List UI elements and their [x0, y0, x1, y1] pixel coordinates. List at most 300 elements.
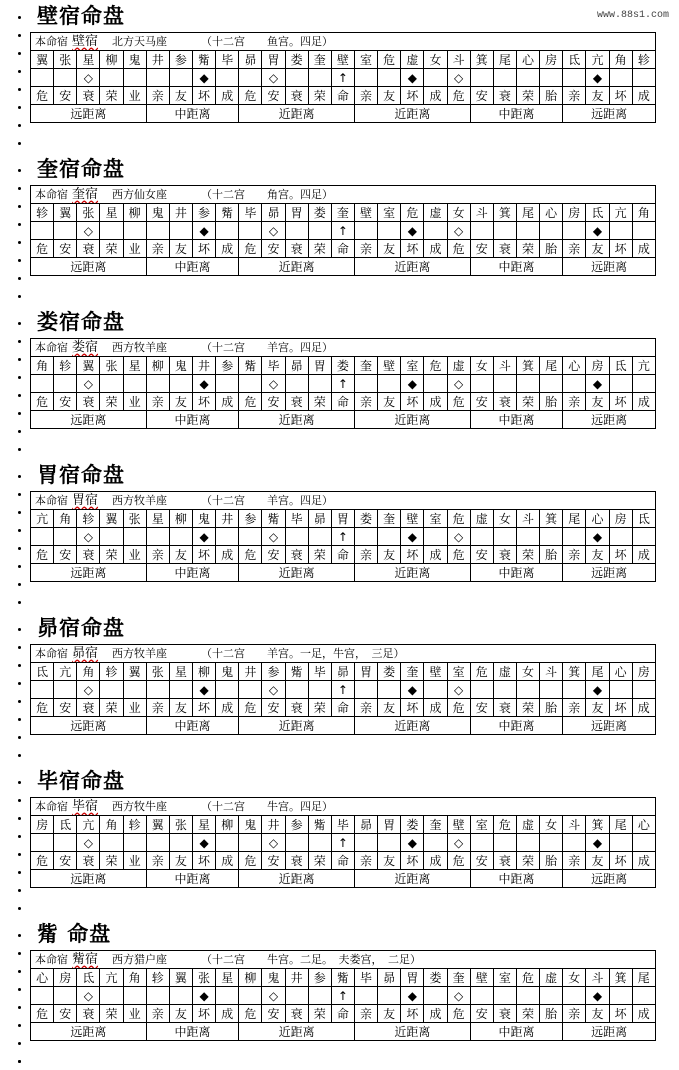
relation-cell: 成 — [216, 546, 239, 564]
star-cell: 觜 — [239, 357, 262, 375]
star-cell: 角 — [100, 816, 123, 834]
star-cell: 箕 — [493, 204, 516, 222]
rel-row — [31, 699, 656, 717]
relation-cell: 成 — [216, 699, 239, 717]
mark-cell: ◆ — [586, 834, 609, 852]
mansion-table — [30, 797, 656, 888]
mark-cell: ◆ — [192, 987, 215, 1005]
relation-cell: 危 — [239, 699, 262, 717]
star-cell: 心 — [540, 204, 563, 222]
star-cell: 亢 — [54, 663, 77, 681]
mark-cell: ◇ — [262, 681, 285, 699]
bullet-point — [18, 205, 21, 208]
relation-cell: 安 — [470, 393, 493, 411]
star-cell: 奎 — [378, 510, 401, 528]
star-cell: 室 — [424, 510, 447, 528]
bullet-point — [18, 1042, 21, 1045]
info-mansion: 毕宿 — [72, 798, 99, 814]
relation-cell: 成 — [216, 87, 239, 105]
distance-cell: 近距离 — [354, 258, 470, 276]
mark-cell: ◇ — [447, 222, 470, 240]
relation-cell: 危 — [447, 852, 470, 870]
marks-row — [31, 222, 656, 240]
relation-cell: 胎 — [540, 240, 563, 258]
bullet-point — [18, 736, 21, 739]
relation-cell: 友 — [169, 240, 192, 258]
star-cell: 井 — [216, 510, 239, 528]
relation-cell: 衰 — [493, 393, 516, 411]
distance-cell: 中距离 — [470, 105, 563, 123]
stars-row — [31, 663, 656, 681]
distance-cell: 近距离 — [239, 717, 355, 735]
distance-cell: 中距离 — [146, 258, 239, 276]
marks-row — [31, 987, 656, 1005]
mark-cell: ◇ — [447, 987, 470, 1005]
relation-cell: 坏 — [192, 699, 215, 717]
relation-cell: 危 — [239, 1005, 262, 1023]
relation-cell: 危 — [31, 852, 54, 870]
mansion-table — [30, 32, 656, 123]
mark-cell — [516, 834, 539, 852]
mark-cell — [239, 528, 262, 546]
mark-cell — [100, 528, 123, 546]
star-cell: 奎 — [331, 204, 354, 222]
mark-cell — [493, 222, 516, 240]
star-cell: 毕 — [262, 357, 285, 375]
star-cell: 氐 — [77, 969, 100, 987]
distance-cell: 近距离 — [239, 411, 355, 429]
mark-cell — [239, 375, 262, 393]
bullet-point — [18, 16, 21, 19]
relation-cell: 成 — [216, 393, 239, 411]
star-cell: 角 — [632, 204, 655, 222]
relation-cell: 业 — [123, 1005, 146, 1023]
distance-row — [31, 411, 656, 429]
relation-cell: 荣 — [308, 546, 331, 564]
relation-cell: 安 — [54, 852, 77, 870]
star-cell: 危 — [516, 969, 539, 987]
star-cell: 室 — [493, 969, 516, 987]
mark-cell — [100, 987, 123, 1005]
star-cell: 壁 — [470, 969, 493, 987]
info-mansion: 壁宿 — [72, 33, 99, 49]
section-title: 昴宿命盘 — [37, 616, 125, 640]
mark-cell — [169, 681, 192, 699]
star-cell: 心 — [516, 51, 539, 69]
star-cell: 斗 — [563, 816, 586, 834]
star-cell: 心 — [609, 663, 632, 681]
relation-cell: 业 — [123, 240, 146, 258]
star-cell: 亢 — [31, 510, 54, 528]
relation-cell: 友 — [169, 393, 192, 411]
relation-cell: 衰 — [285, 699, 308, 717]
star-cell: 轸 — [146, 969, 169, 987]
mark-cell — [470, 375, 493, 393]
relation-cell: 荣 — [516, 240, 539, 258]
star-cell: 娄 — [285, 51, 308, 69]
mark-cell: ◆ — [586, 375, 609, 393]
mark-cell — [31, 987, 54, 1005]
relation-cell: 成 — [632, 546, 655, 564]
star-cell: 壁 — [401, 510, 424, 528]
star-cell: 张 — [169, 816, 192, 834]
bullet-point — [18, 988, 21, 991]
mark-cell: ◆ — [192, 528, 215, 546]
star-cell: 房 — [609, 510, 632, 528]
relation-cell: 亲 — [354, 87, 377, 105]
mark-cell — [516, 375, 539, 393]
relation-cell: 业 — [123, 699, 146, 717]
mark-cell: ◆ — [192, 834, 215, 852]
mark-cell — [493, 987, 516, 1005]
bullet-point — [18, 934, 21, 937]
relation-cell: 亲 — [563, 546, 586, 564]
mark-cell — [378, 987, 401, 1005]
distance-cell: 近距离 — [239, 564, 355, 582]
mark-cell — [146, 987, 169, 1005]
mark-cell — [540, 69, 563, 87]
mark-cell — [424, 834, 447, 852]
relation-cell: 衰 — [77, 393, 100, 411]
stars-row — [31, 969, 656, 987]
distance-cell: 远距离 — [563, 870, 656, 888]
star-cell: 室 — [447, 663, 470, 681]
mark-cell — [609, 834, 632, 852]
relation-cell: 危 — [239, 87, 262, 105]
star-cell: 女 — [563, 969, 586, 987]
bullet-point — [18, 817, 21, 820]
relation-cell: 胎 — [540, 852, 563, 870]
relation-cell: 荣 — [308, 87, 331, 105]
distance-cell: 远距离 — [31, 411, 147, 429]
mark-cell: ◆ — [586, 681, 609, 699]
bullet-point — [18, 70, 21, 73]
star-cell: 轸 — [632, 51, 655, 69]
mark-cell — [308, 222, 331, 240]
mark-cell — [146, 681, 169, 699]
mark-cell — [609, 375, 632, 393]
mark-cell — [424, 681, 447, 699]
relation-cell: 危 — [447, 1005, 470, 1023]
relation-cell: 亲 — [354, 393, 377, 411]
relation-cell: 荣 — [516, 699, 539, 717]
relation-cell: 友 — [586, 240, 609, 258]
mark-cell — [146, 375, 169, 393]
bullet-point — [18, 142, 21, 145]
mark-cell — [123, 987, 146, 1005]
mark-cell — [308, 69, 331, 87]
mark-cell — [239, 681, 262, 699]
distance-cell: 远距离 — [31, 258, 147, 276]
relation-cell: 安 — [54, 393, 77, 411]
star-cell: 翼 — [54, 204, 77, 222]
star-cell: 危 — [447, 510, 470, 528]
relation-cell: 安 — [262, 852, 285, 870]
relation-cell: 业 — [123, 852, 146, 870]
mark-cell: ◆ — [401, 987, 424, 1005]
star-cell: 心 — [31, 969, 54, 987]
star-cell: 尾 — [563, 510, 586, 528]
star-cell: 昴 — [262, 204, 285, 222]
mark-cell — [285, 222, 308, 240]
relation-cell: 友 — [586, 699, 609, 717]
star-cell: 虚 — [424, 204, 447, 222]
mark-cell — [354, 987, 377, 1005]
marks-row — [31, 69, 656, 87]
relation-cell: 安 — [470, 852, 493, 870]
distance-cell: 中距离 — [470, 564, 563, 582]
star-cell: 井 — [262, 816, 285, 834]
star-cell: 井 — [285, 969, 308, 987]
stars-row — [31, 204, 656, 222]
bullet-point — [18, 511, 21, 514]
mark-cell — [609, 528, 632, 546]
relation-cell: 荣 — [516, 393, 539, 411]
info-prefix: 本命宿 — [35, 340, 68, 354]
info-mansion: 奎宿 — [72, 186, 99, 202]
star-cell: 井 — [192, 357, 215, 375]
mark-cell — [54, 987, 77, 1005]
star-cell: 虚 — [516, 816, 539, 834]
mark-cell — [493, 681, 516, 699]
relation-cell: 坏 — [192, 546, 215, 564]
star-cell: 觜 — [285, 663, 308, 681]
distance-cell: 近距离 — [354, 564, 470, 582]
star-cell: 娄 — [401, 816, 424, 834]
mark-cell — [308, 834, 331, 852]
distance-cell: 近距离 — [354, 717, 470, 735]
bullet-point — [18, 88, 21, 91]
mark-cell: ◆ — [401, 222, 424, 240]
mark-cell — [540, 681, 563, 699]
star-cell: 尾 — [586, 663, 609, 681]
mark-cell: ◆ — [401, 681, 424, 699]
distance-cell: 近距离 — [354, 411, 470, 429]
mark-cell — [169, 834, 192, 852]
mark-cell — [100, 681, 123, 699]
bullet-point — [18, 106, 21, 109]
relation-cell: 安 — [262, 393, 285, 411]
mark-cell — [354, 528, 377, 546]
star-cell: 胃 — [262, 51, 285, 69]
bullet-point — [18, 664, 21, 667]
relation-cell: 成 — [216, 852, 239, 870]
relation-cell: 坏 — [609, 1005, 632, 1023]
star-cell: 斗 — [586, 969, 609, 987]
relation-cell: 命 — [331, 699, 354, 717]
star-cell: 壁 — [354, 204, 377, 222]
mark-cell: ↑ — [331, 69, 354, 87]
relation-cell: 安 — [54, 87, 77, 105]
relation-cell: 衰 — [493, 1005, 516, 1023]
star-cell: 参 — [169, 51, 192, 69]
relation-cell: 命 — [331, 393, 354, 411]
distance-cell: 远距离 — [31, 717, 147, 735]
relation-cell: 友 — [169, 1005, 192, 1023]
mark-cell — [216, 222, 239, 240]
info-palace: （十二宫 牛宫。二足。 夫娄宫， 二足） — [201, 952, 422, 966]
info-constellation: 北方天马座 — [112, 34, 168, 48]
star-cell: 虚 — [540, 969, 563, 987]
star-cell: 房 — [54, 969, 77, 987]
bullet-point — [18, 493, 21, 496]
relation-cell: 友 — [378, 393, 401, 411]
star-cell: 房 — [586, 357, 609, 375]
distance-cell: 中距离 — [470, 717, 563, 735]
star-cell: 箕 — [516, 357, 539, 375]
mark-cell — [354, 681, 377, 699]
star-cell: 壁 — [424, 663, 447, 681]
rel-row — [31, 1005, 656, 1023]
relation-cell: 业 — [123, 546, 146, 564]
relation-cell: 坏 — [401, 87, 424, 105]
mark-cell — [540, 375, 563, 393]
relation-cell: 坏 — [609, 699, 632, 717]
mark-cell: ↑ — [331, 222, 354, 240]
relation-cell: 亲 — [354, 240, 377, 258]
rel-row — [31, 546, 656, 564]
mark-cell — [169, 222, 192, 240]
relation-cell: 安 — [470, 240, 493, 258]
star-cell: 轸 — [77, 510, 100, 528]
relation-cell: 友 — [378, 87, 401, 105]
mansion-table — [30, 950, 656, 1041]
star-cell: 鬼 — [239, 816, 262, 834]
mark-cell: ◆ — [401, 528, 424, 546]
star-cell: 柳 — [239, 969, 262, 987]
bullet-point — [18, 682, 21, 685]
star-cell: 氐 — [586, 204, 609, 222]
relation-cell: 亲 — [146, 852, 169, 870]
distance-cell: 中距离 — [146, 564, 239, 582]
relation-cell: 亲 — [354, 699, 377, 717]
relation-cell: 命 — [331, 240, 354, 258]
star-cell: 参 — [216, 357, 239, 375]
distance-cell: 中距离 — [470, 870, 563, 888]
star-cell: 女 — [447, 204, 470, 222]
relation-cell: 亲 — [563, 87, 586, 105]
distance-cell: 远距离 — [31, 105, 147, 123]
relation-cell: 成 — [632, 393, 655, 411]
bullet-point — [18, 781, 21, 784]
mark-cell — [100, 222, 123, 240]
mark-cell — [470, 222, 493, 240]
relation-cell: 友 — [378, 852, 401, 870]
info-prefix: 本命宿 — [35, 493, 68, 507]
star-cell: 斗 — [447, 51, 470, 69]
mark-cell — [123, 375, 146, 393]
relation-cell: 坏 — [609, 87, 632, 105]
mark-cell — [100, 834, 123, 852]
relation-cell: 亲 — [563, 699, 586, 717]
distance-cell: 远距离 — [563, 105, 656, 123]
info-constellation: 西方牧羊座 — [112, 646, 168, 660]
relation-cell: 安 — [470, 87, 493, 105]
bullet-point — [18, 871, 21, 874]
star-cell: 星 — [123, 357, 146, 375]
star-cell: 娄 — [378, 663, 401, 681]
info-row — [31, 33, 656, 51]
relation-cell: 衰 — [493, 87, 516, 105]
mark-cell — [216, 69, 239, 87]
mark-cell — [563, 987, 586, 1005]
star-cell: 壁 — [378, 357, 401, 375]
star-cell: 觜 — [216, 204, 239, 222]
mark-cell — [54, 528, 77, 546]
bullet-point — [18, 565, 21, 568]
mark-cell — [54, 681, 77, 699]
mark-cell — [31, 222, 54, 240]
relation-cell: 成 — [424, 240, 447, 258]
star-cell: 觜 — [192, 51, 215, 69]
mark-cell — [609, 69, 632, 87]
relation-cell: 成 — [632, 1005, 655, 1023]
star-cell: 亢 — [100, 969, 123, 987]
mark-cell — [540, 987, 563, 1005]
relation-cell: 荣 — [100, 240, 123, 258]
distance-cell: 近距离 — [354, 870, 470, 888]
relation-cell: 成 — [424, 87, 447, 105]
section-title: 觜 命盘 — [37, 922, 112, 946]
distance-cell: 远距离 — [563, 564, 656, 582]
mark-cell — [563, 681, 586, 699]
star-cell: 张 — [123, 510, 146, 528]
mark-cell — [424, 222, 447, 240]
star-cell: 氐 — [609, 357, 632, 375]
mark-cell — [378, 834, 401, 852]
relation-cell: 亲 — [146, 87, 169, 105]
mark-cell — [216, 681, 239, 699]
star-cell: 奎 — [354, 357, 377, 375]
star-cell: 女 — [470, 357, 493, 375]
mark-cell — [100, 69, 123, 87]
relation-cell: 荣 — [516, 852, 539, 870]
info-palace: （十二宫 牛宫。四足） — [201, 799, 334, 813]
star-cell: 角 — [609, 51, 632, 69]
relation-cell: 安 — [262, 546, 285, 564]
relation-cell: 衰 — [77, 546, 100, 564]
bullet-point — [18, 295, 21, 298]
bullet-point — [18, 358, 21, 361]
distance-cell: 远距离 — [563, 1023, 656, 1041]
star-cell: 毕 — [239, 204, 262, 222]
mark-cell: ◆ — [586, 528, 609, 546]
mark-cell — [54, 834, 77, 852]
star-cell: 鬼 — [169, 357, 192, 375]
mark-cell — [308, 681, 331, 699]
mark-cell — [632, 222, 655, 240]
bullet-point — [18, 754, 21, 757]
mark-cell — [563, 528, 586, 546]
mark-cell: ◇ — [262, 834, 285, 852]
mark-cell — [516, 69, 539, 87]
relation-cell: 友 — [378, 546, 401, 564]
star-cell: 氐 — [54, 816, 77, 834]
star-cell: 张 — [100, 357, 123, 375]
mark-cell: ◆ — [401, 375, 424, 393]
mark-cell: ◇ — [262, 528, 285, 546]
info-row — [31, 492, 656, 510]
relation-cell: 友 — [586, 546, 609, 564]
mark-cell — [493, 375, 516, 393]
star-cell: 张 — [146, 663, 169, 681]
distance-cell: 远距离 — [31, 870, 147, 888]
mark-cell — [123, 222, 146, 240]
mark-cell — [609, 222, 632, 240]
mark-cell — [239, 222, 262, 240]
relation-cell: 危 — [31, 240, 54, 258]
bullet-point — [18, 1060, 21, 1063]
